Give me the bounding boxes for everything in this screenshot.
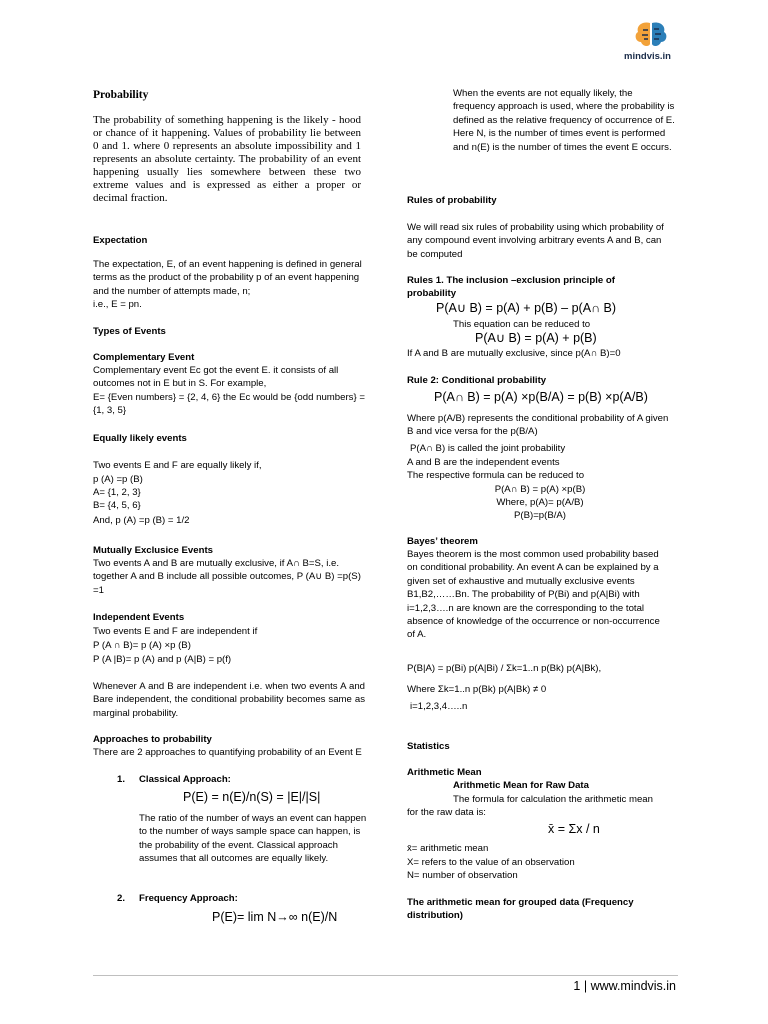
- frequency-approach-text: When the events are not equally likely, the frequency approach is used, where the probability is defined as the relative frequency of occurrence of E. Here N, is the number of times event is performed and n(E) is the number of times the event E occurs.: [453, 88, 675, 153]
- rule2-equation: P(A∩ B) = p(A) ×p(B/A) = p(B) ×p(A/B): [434, 390, 648, 404]
- expectation-formula: i.e., E = pn.: [93, 299, 142, 310]
- arithmetic-mean-heading: Arithmetic Mean: [407, 767, 482, 778]
- approaches-heading: Approaches to probability: [93, 734, 212, 745]
- arithmetic-mean-def-1: x̄= arithmetic mean: [407, 843, 489, 854]
- bayes-condition: Where Σk=1..n p(Bk) p(A|Bk) ≠ 0: [407, 684, 547, 695]
- page-number: 1: [573, 979, 581, 993]
- independent-line-3: P (A |B)= p (A) and p (A|B) = p(f): [93, 654, 232, 665]
- frequency-number: 2.: [117, 893, 126, 904]
- arithmetic-mean-def-3: N= number of observation: [407, 870, 518, 881]
- brain-icon: [628, 20, 674, 50]
- intro-paragraph: The probability of something happening is the likely - hood or chance of it happening. Values of probability lie between 0 and 1. where 0 represents an absolute impossibility and 1 represents an absolute certainty. The probability of an event happening usually lies somewhere between these two extreme values and is expressed as either a proper or decimal fraction.: [93, 114, 361, 204]
- frequency-heading: Frequency Approach:: [139, 893, 238, 904]
- rule1-equation-1: P(A∪ B) = p(A) + p(B) – p(A∩ B): [436, 301, 616, 315]
- footer-separator: |: [583, 979, 588, 993]
- page-footer: [573, 979, 676, 993]
- independent-heading: Independent Events: [93, 612, 185, 623]
- complementary-text: Complementary event Ec got the event E. it consists of all outcomes not in E but in S. For example,: [93, 365, 339, 390]
- rule1-heading: Rules 1. The inclusion –exclusion principle of probability: [407, 275, 615, 300]
- bayes-formula: P(B|A) = p(Bi) p(A|Bi) / Σk=1..n p(Bk) p(A|Bk),: [407, 663, 602, 674]
- classical-heading: Classical Approach:: [139, 774, 231, 785]
- page-title: Probability: [93, 89, 149, 101]
- types-heading: Types of Events: [93, 326, 166, 337]
- arithmetic-mean-raw-heading: Arithmetic Mean for Raw Data: [453, 780, 589, 791]
- mutually-exclusive-heading: Mutually Exclusice Events: [93, 545, 213, 556]
- equally-likely-line-2: p (A) =p (B): [93, 474, 143, 485]
- independent-line-2: P (A ∩ B)= p (A) ×p (B): [93, 640, 191, 651]
- rule1-text-2: If A and B are mutually exclusive, since p(A∩ B)=0: [407, 348, 621, 359]
- equally-likely-heading: Equally likely events: [93, 433, 187, 444]
- rule2-line-1: Where p(A/B) represents the conditional probability of A given B and vice versa for the p(B/A): [407, 413, 669, 438]
- grouped-mean-heading: The arithmetic mean for grouped data (Frequency distribution): [407, 897, 634, 922]
- independent-text: Whenever A and B are independent i.e. when two events A and Bare independent, the conditional probability becomes same as marginal probability.: [93, 681, 365, 719]
- expectation-heading: Expectation: [93, 235, 148, 246]
- rule2-center-1: P(A∩ B) = p(A) ×p(B): [494, 484, 586, 495]
- brand-name: mindvis.in: [624, 51, 671, 62]
- independent-line-1: Two events E and F are independent if: [93, 626, 258, 637]
- approaches-text: There are 2 approaches to quantifying probability of an Event E: [93, 747, 362, 758]
- classical-number: 1.: [117, 774, 126, 785]
- rule1-text-1: This equation can be reduced to: [453, 319, 591, 330]
- rule2-heading: Rule 2: Conditional probability: [407, 375, 547, 386]
- bayes-heading: Bayes’ theorem: [407, 536, 478, 547]
- rule2-line-2: P(A∩ B) is called the joint probability: [410, 443, 566, 454]
- classical-formula: P(E) = n(E)/n(S) = |E|/|S|: [183, 790, 321, 804]
- footer-link[interactable]: www.mindvis.in: [590, 979, 676, 993]
- equally-likely-line-5: And, p (A) =p (B) = 1/2: [93, 515, 190, 526]
- bayes-text: Bayes theorem is the most common used probability based on conditional probability. An event A can be explained by a given set of exhaustive and mutually exclusive events B1,B2,……Bn. The probability of P(Bi) and p(A|Bi) with i=1,2,3….n are known are the corresponding to the total absence of knowledge of the occurrence or non-occurrence of A.: [407, 549, 660, 641]
- mutually-exclusive-text: Two events A and B are mutually exclusive, if A∩ B=S, i.e. together A and B include all possible outcomes, P (A∪ B) =p(S) =1: [93, 558, 361, 596]
- rule2-line-4: The respective formula can be reduced to: [407, 470, 585, 481]
- mindvis-logo: [624, 20, 674, 62]
- equally-likely-line-1: Two events E and F are equally likely if,: [93, 460, 262, 471]
- expectation-text: The expectation, E, of an event happening is defined in general terms as the product of the probability p of an event happening and the number of attempts made, n;: [93, 259, 362, 297]
- bayes-index: i=1,2,3,4…..n: [410, 701, 468, 712]
- complementary-heading: Complementary Event: [93, 352, 195, 363]
- complementary-example: E= {Even numbers} = {2, 4, 6} the Ec would be {odd numbers} = {1, 3, 5}: [93, 392, 365, 417]
- statistics-heading: Statistics: [407, 741, 450, 752]
- arithmetic-mean-def-2: X= refers to the value of an observation: [407, 857, 575, 868]
- rule2-center-2: Where, p(A)= p(A/B): [496, 497, 584, 508]
- rule2-center-3: P(B)=p(B/A): [514, 510, 566, 521]
- equally-likely-line-4: B= {4, 5, 6}: [93, 500, 141, 511]
- rule1-equation-2: P(A∪ B) = p(A) + p(B): [475, 331, 597, 345]
- classical-text: The ratio of the number of ways an event can happen to the number of ways sample space can happen, is the probability of the event. Classical approach assumes that all outcomes are equally likely.: [139, 813, 367, 865]
- arithmetic-mean-formula: x̄ = Σx / n: [548, 822, 600, 836]
- frequency-formula: P(E)= lim N→∞ n(E)/N: [212, 910, 338, 924]
- rules-text: We will read six rules of probability using which probability of any compound event involving arbitrary events A and B, can be computed: [407, 222, 664, 260]
- rule2-line-3: A and B are the independent events: [407, 457, 560, 468]
- arithmetic-mean-text: The formula for calculation the arithmetic mean for the raw data is:: [407, 794, 653, 819]
- footer-divider: [93, 975, 678, 976]
- rules-heading: Rules of probability: [407, 195, 497, 206]
- equally-likely-line-3: A= {1, 2, 3}: [93, 487, 141, 498]
